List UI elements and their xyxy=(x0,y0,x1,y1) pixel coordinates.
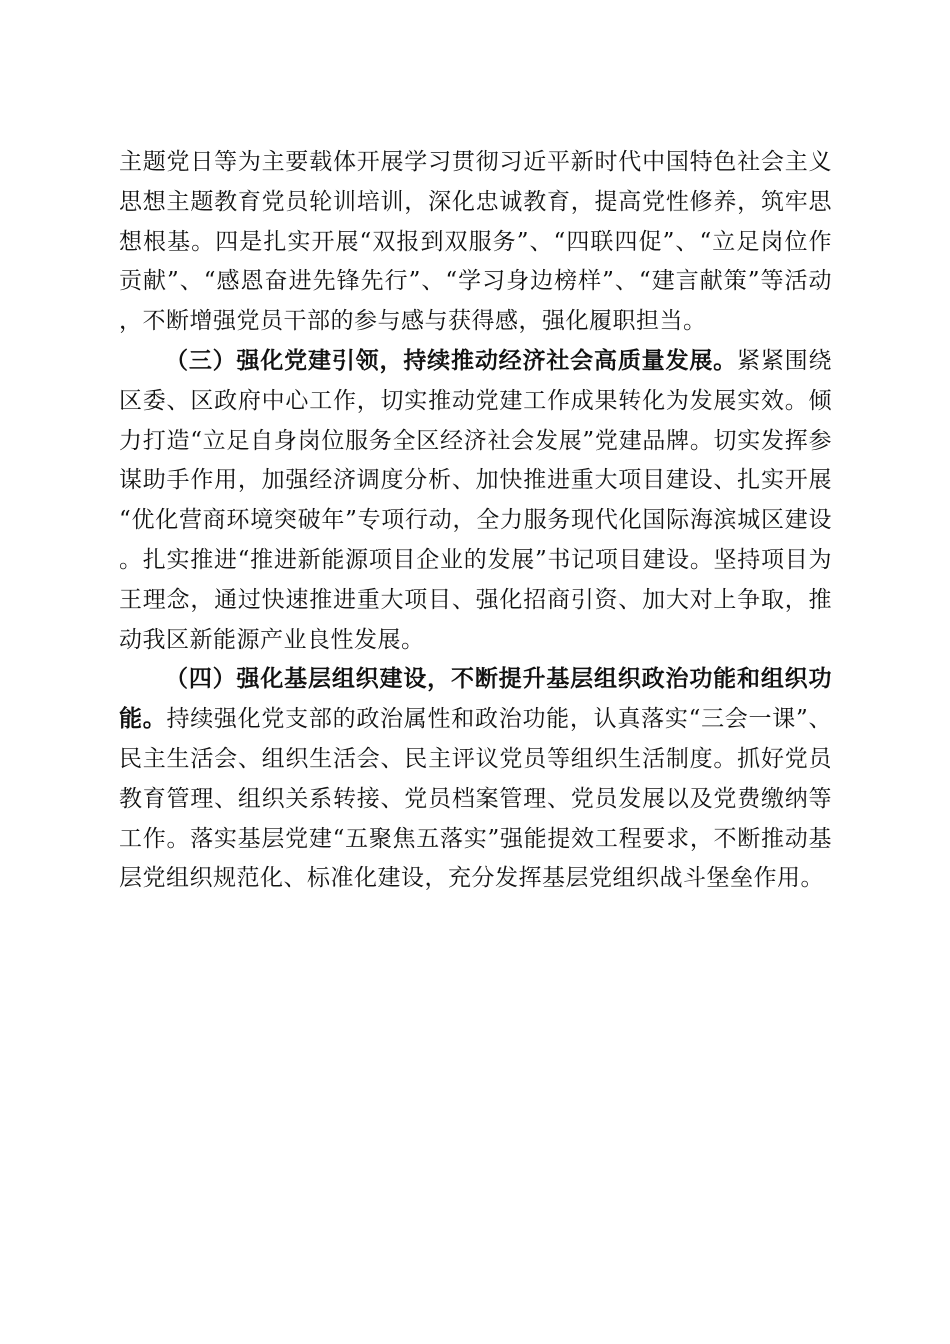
section-heading-four: （四）强化基层组织建设，不断提升基层组织政治功能和组织功能。 xyxy=(119,666,832,733)
paragraph-body: 紧紧围绕区委、区政府中心工作，切实推动党建工作成果转化为发展实效。倾力打造“立足自身岗位服务全区经济社会发展”党建品牌。切实发挥参谋助手作用，加强经济调度分析、加快推进重大项目建设、扎实开展“优化营商环境突破年”专项行动，全力服务现代化国际海滨城区建设。扎实推进“推进新能源项目企业的发展”书记项目建设。坚持项目为王理念，通过快速推进重大项目、强化招商引资、加大对上争取，推动我区新能源产业良性发展。 xyxy=(119,347,833,653)
paragraph-body: 主题党日等为主要载体开展学习贯彻习近平新时代中国特色社会主义思想主题教育党员轮训培训，深化忠诚教育，提高党性修养，筑牢思想根基。四是扎实开展“双报到双服务”、“四联四促”、“立足岗位作贡献”、“感恩奋进先锋先行”、“学习身边榜样”、“建言献策”等活动，不断增强党员干部的参与感与获得感，强化履职担当。 xyxy=(119,149,832,335)
paragraph-section-four xyxy=(119,660,832,899)
document-body xyxy=(119,143,832,899)
paragraph-continuation xyxy=(119,143,832,342)
paragraph-body: 持续强化党支部的政治属性和政治功能，认真落实“三会一课”、民主生活会、组织生活会、民主评议党员等组织生活制度。抓好党员教育管理、组织关系转接、党员档案管理、党员发展以及党费缴纳等工作。落实基层党建“五聚焦五落实”强能提效工程要求，不断推动基层党组织规范化、标准化建设，充分发挥基层党组织战斗堡垒作用。 xyxy=(119,706,832,892)
section-heading-three: （三）强化党建引领，持续推动经济社会高质量发展。 xyxy=(165,347,737,374)
paragraph-section-three xyxy=(119,342,832,660)
